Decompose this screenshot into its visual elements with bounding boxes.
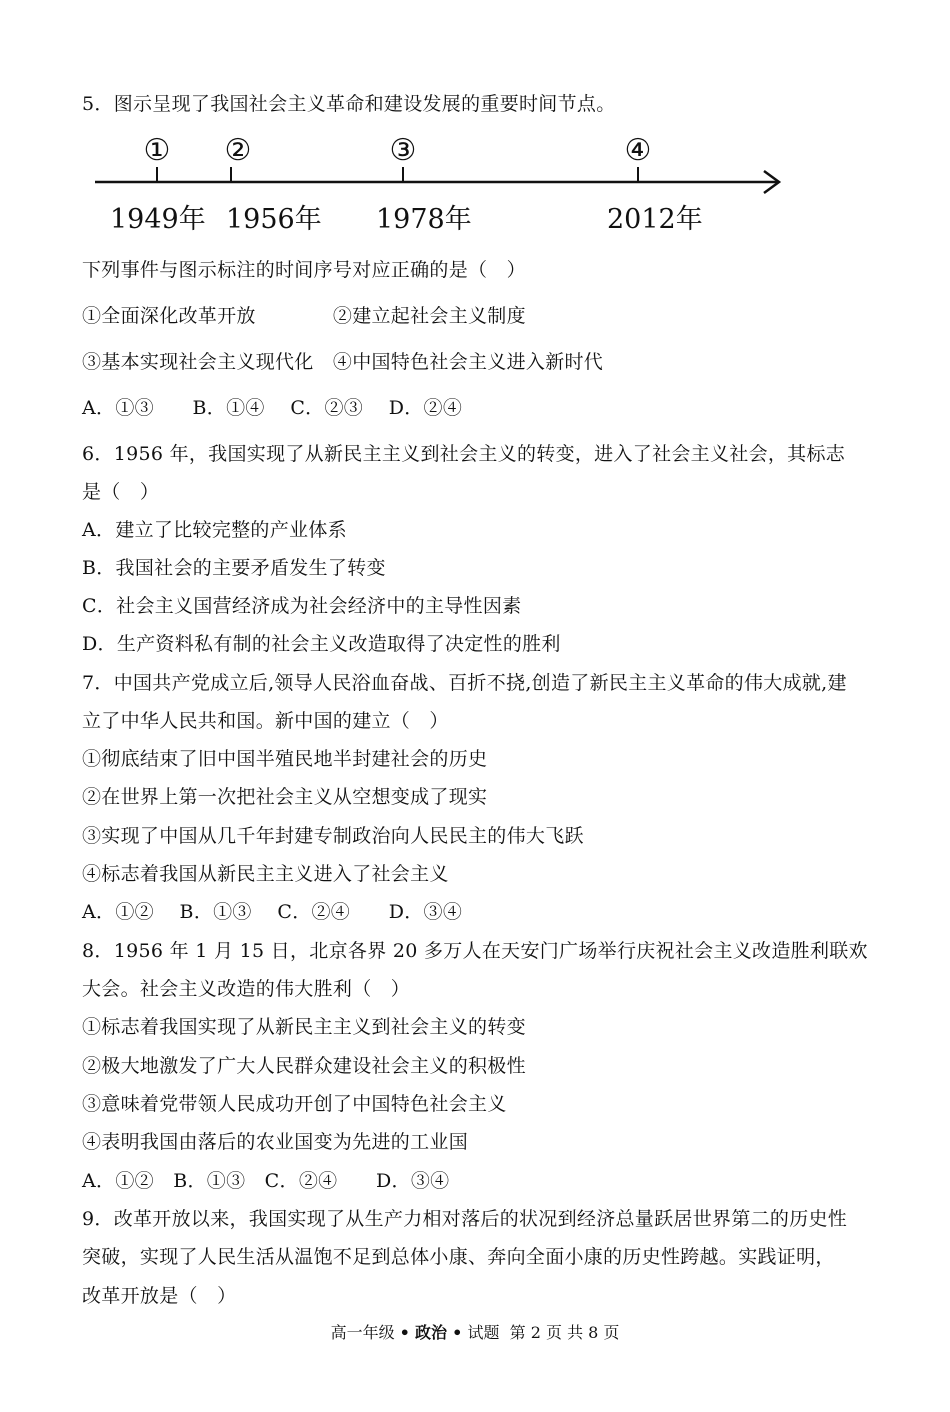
q7-option-3: ③实现了中国从几千年封建专制政治向人民民主的伟大飞跃 [82,825,584,847]
page-footer [0,1322,950,1344]
footer-separator: • [452,1323,463,1342]
footer-separator: • [399,1323,410,1342]
timeline-year-4: 2012年 [607,204,703,235]
q5-stem: 5．图示呈现了我国社会主义革命和建设发展的重要时间节点。 [82,93,616,115]
q6-stem-line-1: 6．1956 年，我国实现了从新民主主义到社会主义的转变，进入了社会主义社会，其标志 [82,443,846,465]
q6-stem-line-2: 是（ ） [82,481,160,503]
timeline-diagram [0,120,950,250]
footer-grade: 高一年级 [330,1323,395,1342]
q6-option-c: C．社会主义国营经济成为社会经济中的主导性因素 [82,595,522,617]
footer-kind: 试题 [467,1323,500,1342]
q5-answer-choices: A．①③ B．①④ C．②③ D．②④ [82,397,463,419]
q5-options-row-2: ③基本实现社会主义现代化 ④中国特色社会主义进入新时代 [82,351,604,373]
q5-options-row-1: ①全面深化改革开放 ②建立起社会主义制度 [82,305,526,327]
q9-stem-line-3: 改革开放是（ ） [82,1285,237,1307]
q7-option-2: ②在世界上第一次把社会主义从空想变成了现实 [82,786,488,808]
q6-option-a: A．建立了比较完整的产业体系 [82,519,347,541]
timeline-year-3: 1978年 [376,204,472,235]
q8-stem-line-1: 8．1956 年 1 月 15 日，北京各界 20 多万人在天安门广场举行庆祝社会主义改造胜利联欢 [82,940,868,962]
q8-stem-line-2: 大会。社会主义改造的伟大胜利（ ） [82,978,411,1000]
timeline-mark-2: ② [224,133,252,168]
q8-option-4: ④表明我国由落后的农业国变为先进的工业国 [82,1131,469,1153]
q7-stem-line-1: 7．中国共产党成立后,领导人民浴血奋战、百折不挠,创造了新民主主义革命的伟大成就,建 [82,672,847,694]
q8-option-3: ③意味着党带领人民成功开创了中国特色社会主义 [82,1093,507,1115]
q8-answer-choices: A．①② B．①③ C．②④ D．③④ [82,1170,450,1192]
footer-page-number: 第 2 页 共 8 页 [509,1323,620,1342]
q9-stem-line-2: 突破，实现了人民生活从温饱不足到总体小康、奔向全面小康的历史性跨越。实践证明， [82,1246,835,1268]
q8-option-2: ②极大地激发了广大人民群众建设社会主义的积极性 [82,1055,526,1077]
timeline-mark-3: ③ [389,133,417,168]
q5-question: 下列事件与图示标注的时间序号对应正确的是（ ） [82,259,526,281]
timeline-year-2: 1956年 [226,204,322,235]
timeline-mark-4: ④ [624,133,652,168]
q7-option-4: ④标志着我国从新民主主义进入了社会主义 [82,863,449,885]
footer-subject: 政治 [415,1323,448,1342]
q6-option-d: D．生产资料私有制的社会主义改造取得了决定性的胜利 [82,633,561,655]
q8-option-1: ①标志着我国实现了从新民主主义到社会主义的转变 [82,1016,526,1038]
q9-stem-line-1: 9．改革开放以来，我国实现了从生产力相对落后的状况到经济总量跃居世界第二的历史性 [82,1208,848,1230]
q7-answer-choices: A．①② B．①③ C．②④ D．③④ [82,901,463,923]
q7-stem-line-2: 立了中华人民共和国。新中国的建立（ ） [82,710,449,732]
q7-option-1: ①彻底结束了旧中国半殖民地半封建社会的历史 [82,748,488,770]
q6-option-b: B．我国社会的主要矛盾发生了转变 [82,557,386,579]
timeline-year-1: 1949年 [110,204,206,235]
timeline-mark-1: ① [143,133,171,168]
